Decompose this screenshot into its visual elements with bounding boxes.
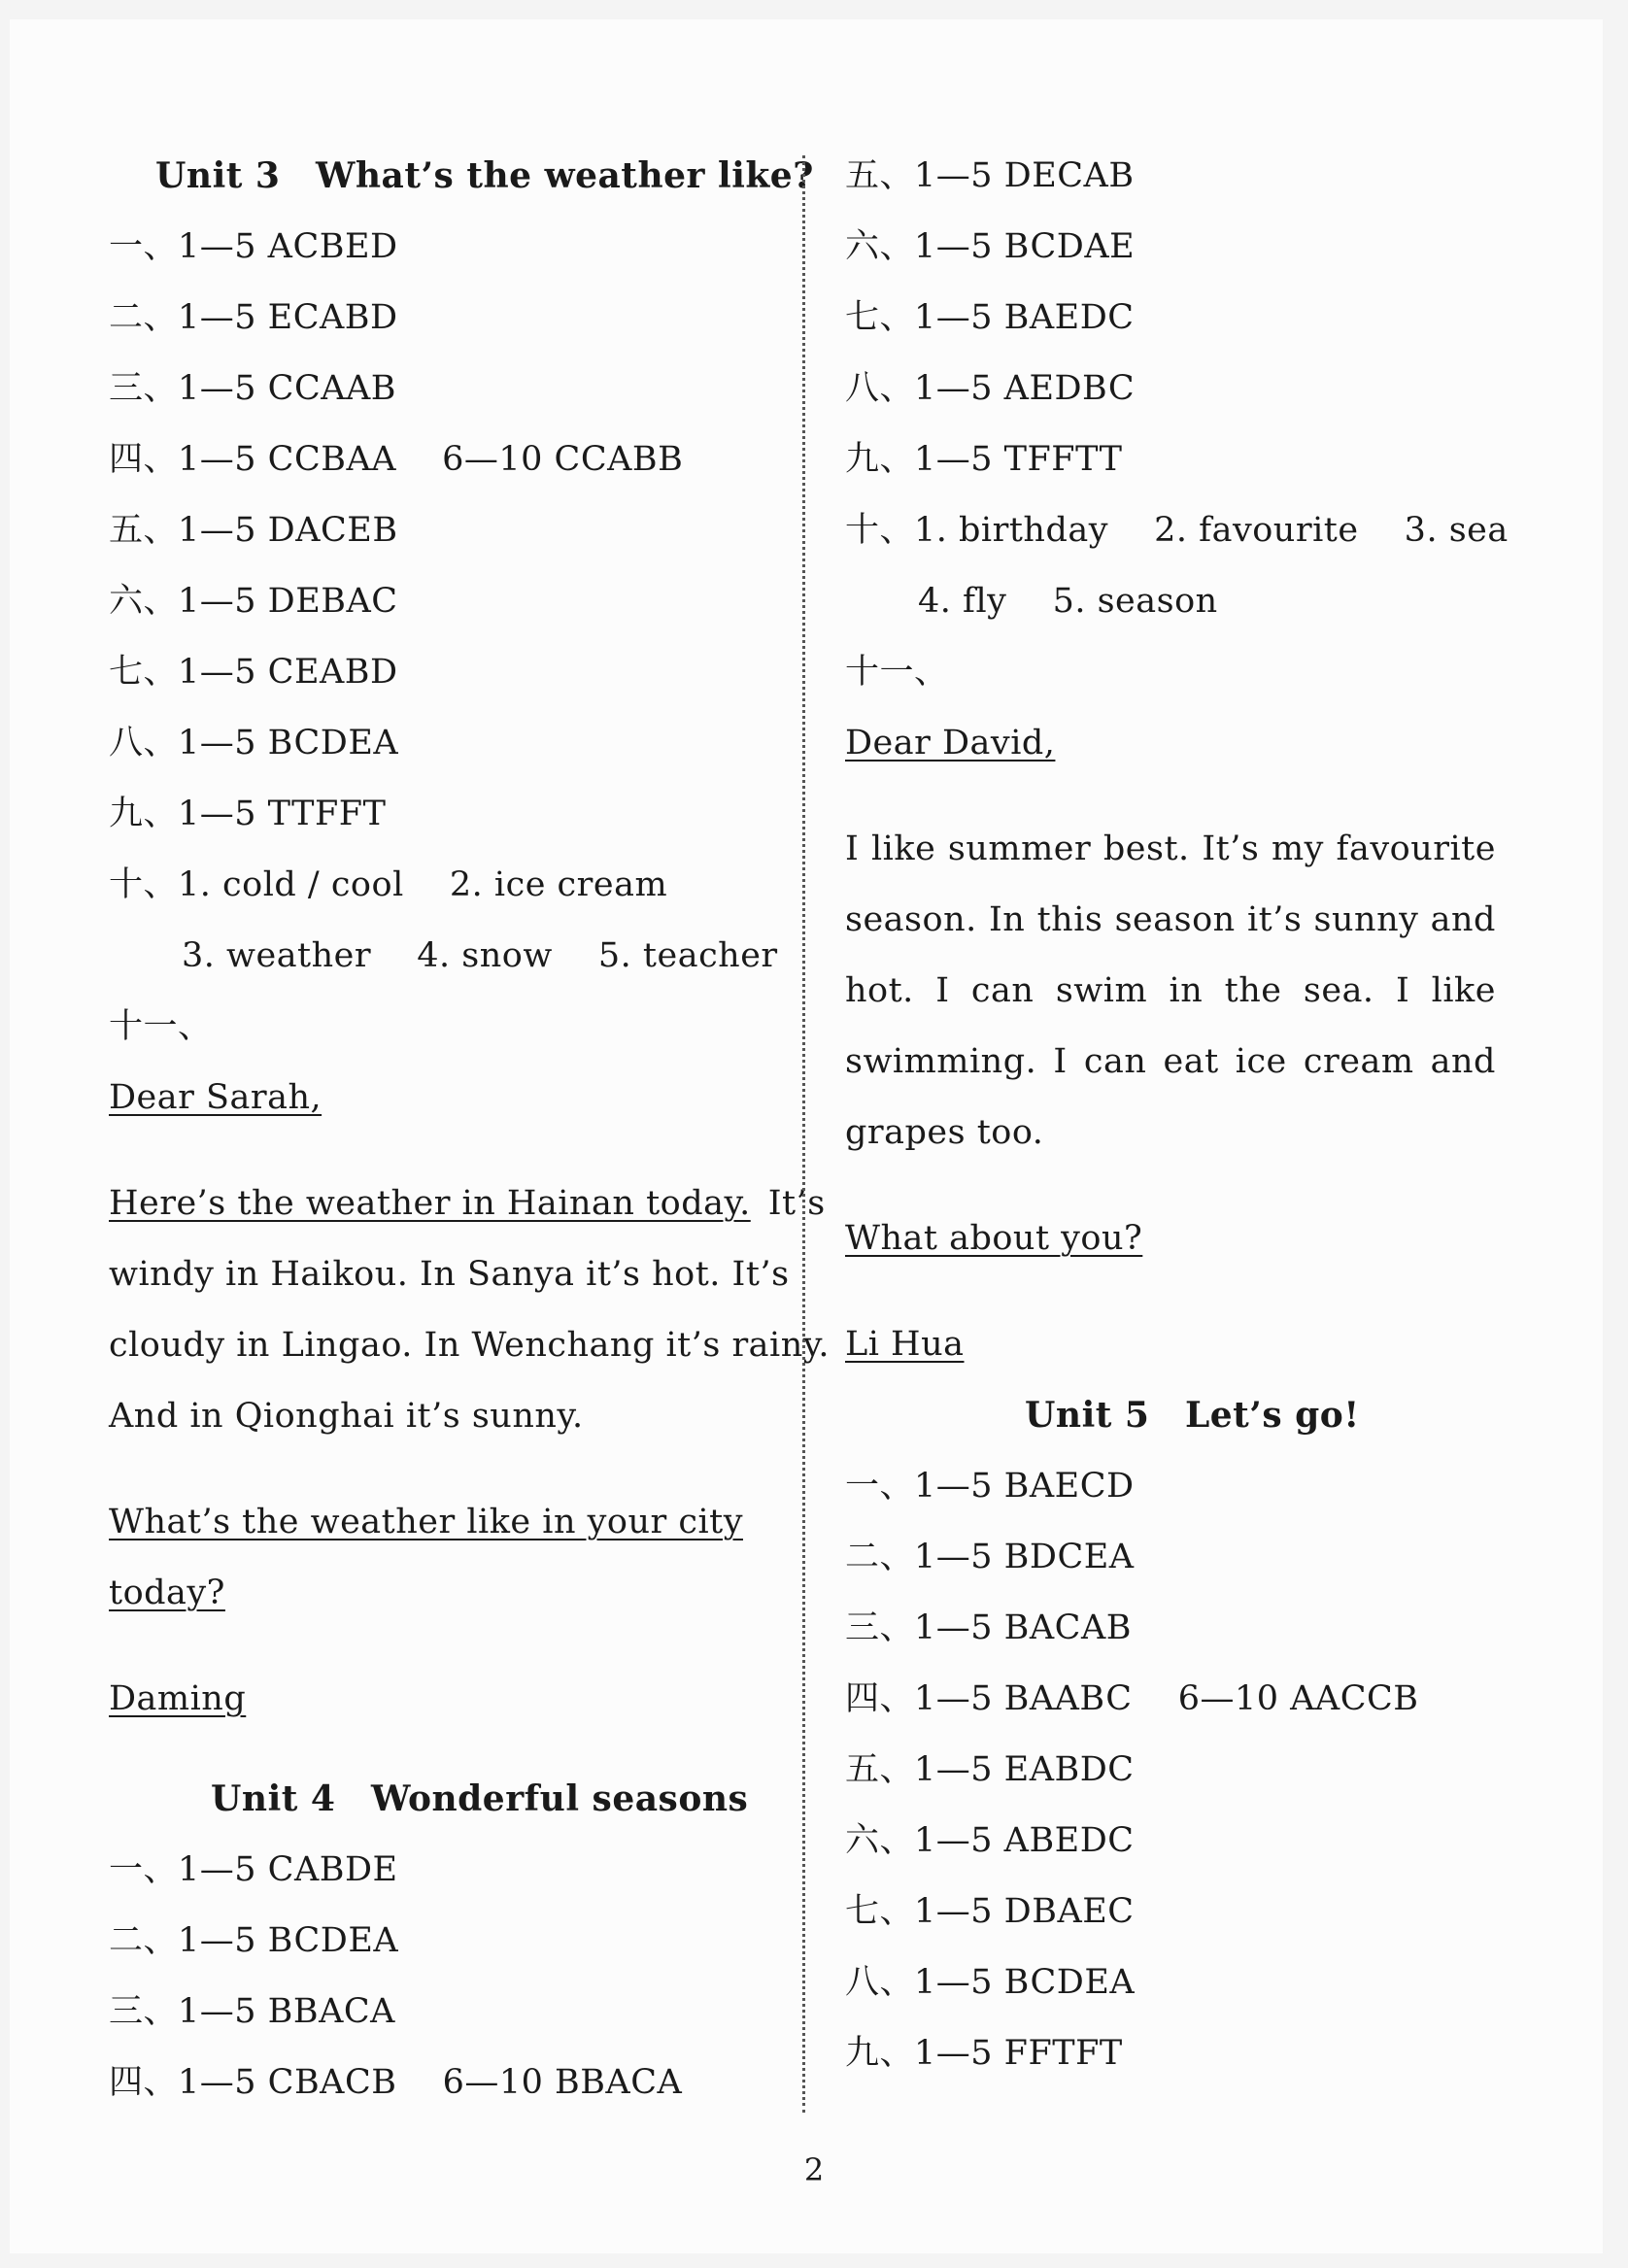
unit4-letter-line2: season. In this season it’s sunny and — [845, 900, 1496, 939]
unit5-answer-7: 七、1—5 DBAEC — [845, 1892, 1135, 1931]
unit4-answer-4: 四、1—5 CBACB 6—10 BBACA — [109, 2063, 683, 2102]
unit5-title: Unit 5 Let’s go! — [1025, 1395, 1360, 1436]
unit3-letter-line4: And in Qionghai it’s sunny. — [109, 1397, 584, 1436]
unit4-answer-9: 九、1—5 TFFTT — [845, 440, 1123, 479]
unit3-answer-4: 四、1—5 CCBAA 6—10 CCABB — [109, 440, 684, 479]
unit3-answer-1: 一、1—5 ACBED — [109, 227, 398, 266]
unit3-answer-10-line2: 3. weather 4. snow 5. teacher — [182, 936, 778, 975]
unit5-answer-2: 二、1—5 BDCEA — [845, 1538, 1135, 1576]
unit3-answer-5: 五、1—5 DACEB — [109, 511, 398, 550]
unit4-letter-question: What about you? — [845, 1219, 1143, 1258]
unit3-answer-6: 六、1—5 DEBAC — [109, 582, 398, 621]
unit3-letter-line3: cloudy in Lingao. In Wenchang it’s rainy. — [109, 1326, 831, 1365]
unit3-letter-line1 — [109, 1168, 826, 1239]
unit3-answer-10-line1: 十、1. cold / cool 2. ice cream — [109, 865, 668, 904]
unit5-answer-9: 九、1—5 FFTFT — [845, 2034, 1123, 2073]
unit4-letter-signature: Li Hua — [845, 1325, 965, 1364]
unit3-letter-signature: Daming — [109, 1679, 247, 1718]
unit3-answer-2: 二、1—5 ECABD — [109, 298, 398, 337]
unit4-answer-7: 七、1—5 BAEDC — [845, 298, 1135, 337]
unit4-letter-line5: grapes too. — [845, 1113, 1044, 1152]
unit3-letter-line1-underlined: Here’s the weather in Hainan today. — [109, 1184, 751, 1223]
page-number: 2 — [803, 2151, 825, 2188]
column-divider — [802, 155, 805, 2113]
unit4-answer-10-line2: 4. fly 5. season — [918, 582, 1218, 621]
unit5-answer-8: 八、1—5 BCDEA — [845, 1963, 1136, 2002]
unit4-letter-line3: hot. I can swim in the sea. I like — [845, 971, 1496, 1010]
unit3-answer-8: 八、1—5 BCDEA — [109, 724, 399, 762]
unit5-answer-6: 六、1—5 ABEDC — [845, 1821, 1135, 1860]
unit5-answer-4: 四、1—5 BAABC 6—10 AACCB — [845, 1679, 1419, 1718]
unit3-answer-3: 三、1—5 CCAAB — [109, 369, 396, 408]
unit3-title: Unit 3 What’s the weather like? — [155, 155, 814, 196]
unit3-answer-9: 九、1—5 TTFFT — [109, 795, 387, 833]
unit4-title: Unit 4 Wonderful seasons — [211, 1778, 749, 1819]
unit5-answer-3: 三、1—5 BACAB — [845, 1608, 1132, 1647]
unit3-letter-line2: windy in Haikou. In Sanya it’s hot. It’s — [109, 1255, 790, 1294]
unit3-answer-11-label: 十一、 — [109, 1007, 213, 1046]
unit4-letter-line1: I like summer best. It’s my favourite — [845, 829, 1496, 868]
unit4-answer-2: 二、1—5 BCDEA — [109, 1921, 399, 1960]
unit4-answer-11-label: 十一、 — [845, 653, 949, 692]
unit4-answer-3: 三、1—5 BBACA — [109, 1992, 395, 2031]
unit4-answer-10-line1: 十、1. birthday 2. favourite 3. sea — [845, 511, 1509, 550]
unit3-letter-question-line1: What’s the weather like in your city — [109, 1503, 743, 1541]
unit4-answer-6: 六、1—5 BCDAE — [845, 227, 1136, 266]
unit4-letter-greeting: Dear David, — [845, 724, 1056, 762]
unit5-answer-1: 一、1—5 BAECD — [845, 1467, 1135, 1506]
unit5-answer-5: 五、1—5 EABDC — [845, 1750, 1135, 1789]
unit4-letter-line4: swimming. I can eat ice cream and — [845, 1042, 1496, 1081]
unit4-answer-5: 五、1—5 DECAB — [845, 156, 1135, 195]
unit3-letter-line1-rest: It’s — [767, 1184, 826, 1223]
unit3-answer-7: 七、1—5 CEABD — [109, 653, 398, 692]
unit3-letter-question-line2: today? — [109, 1574, 225, 1612]
unit3-letter-greeting: Dear Sarah, — [109, 1078, 322, 1117]
unit4-answer-8: 八、1—5 AEDBC — [845, 369, 1136, 408]
unit4-answer-1: 一、1—5 CABDE — [109, 1850, 398, 1889]
